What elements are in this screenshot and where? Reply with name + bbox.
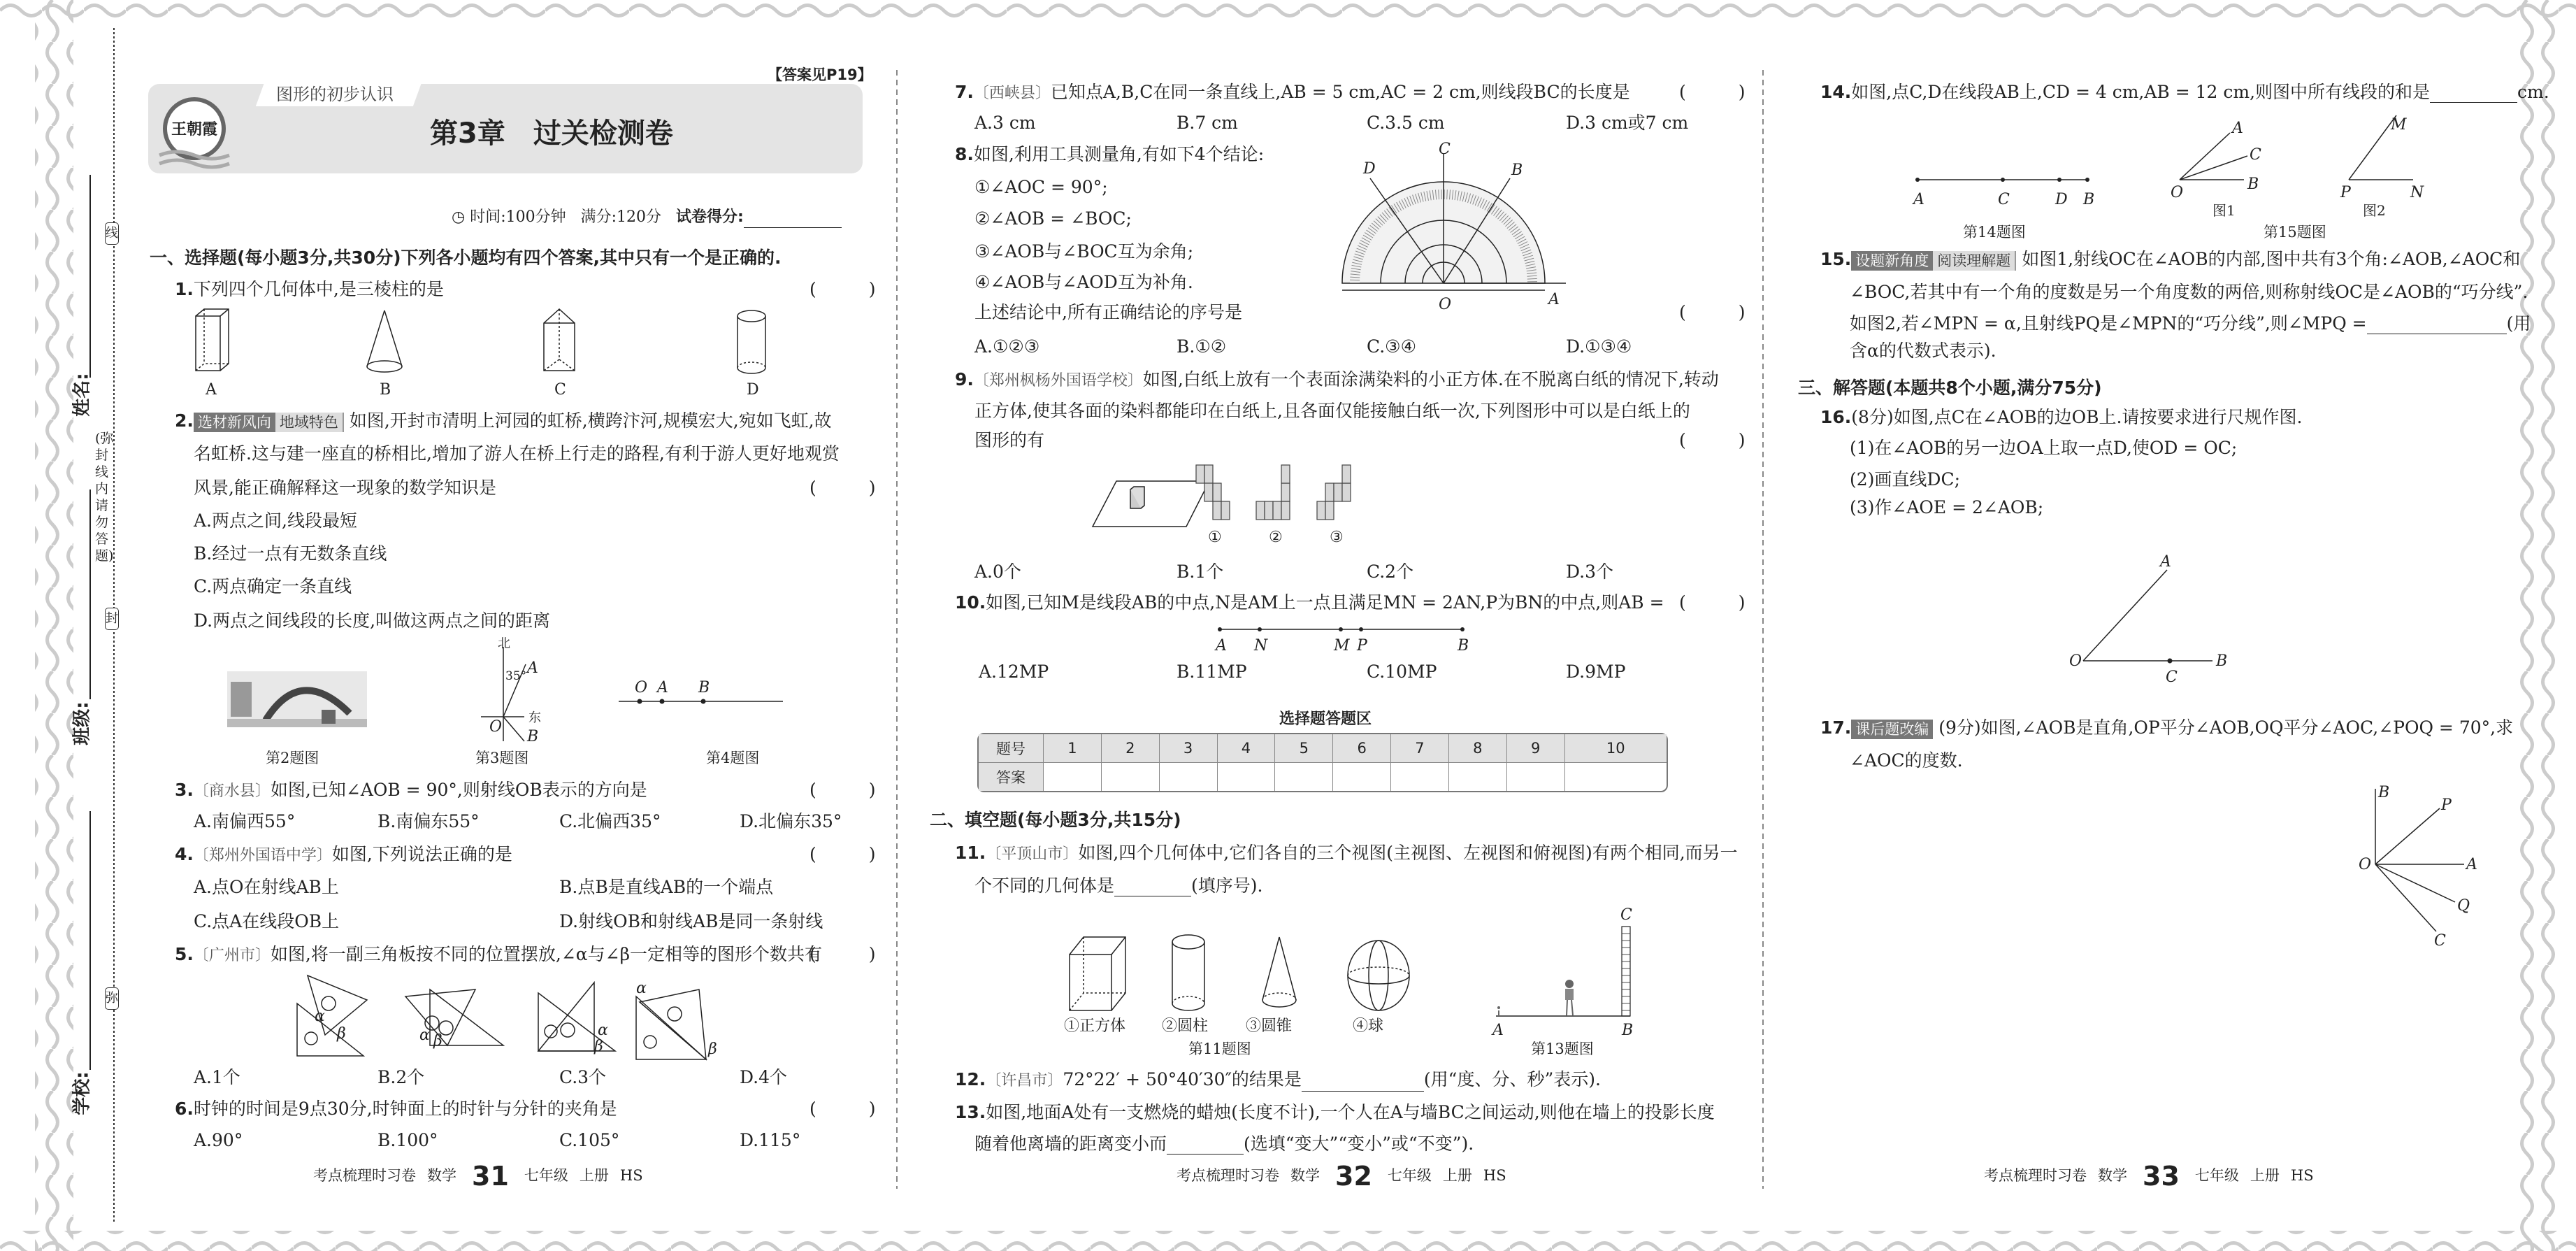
tag-badge: 阅读理解题 bbox=[1933, 251, 2016, 271]
north-label: 北 bbox=[498, 636, 510, 651]
point-label: A bbox=[527, 659, 538, 677]
option-a[interactable]: A.12MP bbox=[979, 662, 1049, 682]
chapter-subtitle: 图形的初步认识 bbox=[276, 85, 394, 104]
point-label: O bbox=[489, 718, 503, 736]
option-a[interactable]: A.90° bbox=[194, 1130, 243, 1150]
answer-table-title: 选择题答题区 bbox=[1279, 710, 1372, 728]
option-b[interactable]: B.100° bbox=[377, 1130, 438, 1150]
question-number: 5 bbox=[1275, 734, 1333, 763]
answer-cell[interactable] bbox=[1275, 763, 1333, 791]
option-c[interactable]: C.③④ bbox=[1367, 336, 1417, 357]
beta-label: β bbox=[433, 1032, 442, 1050]
score-label: 试卷得分: bbox=[675, 208, 744, 226]
answer-reference: 【答案见P19】 bbox=[768, 66, 872, 83]
option-b[interactable]: B.11MP bbox=[1177, 662, 1247, 682]
option-a[interactable]: A.南偏西55° bbox=[194, 811, 296, 831]
row-header: 题号 bbox=[979, 734, 1044, 763]
tag-badge: 课后题改编 bbox=[1851, 720, 1933, 739]
clock-icon: ◷ bbox=[452, 208, 466, 226]
segment-ab-figure bbox=[1209, 619, 1489, 654]
question-10: 10.如图,已知M是线段AB的中点,N是AM上一点且满足MN = 2AN,P为BN的中点,则AB = bbox=[955, 592, 1664, 613]
answer-paren-3[interactable]: ( ) bbox=[810, 780, 876, 800]
angle-35-label: 35° bbox=[505, 669, 527, 683]
point-label: B bbox=[527, 728, 539, 745]
option-b[interactable]: B.1个 bbox=[1177, 562, 1224, 582]
point-label: A bbox=[2466, 856, 2477, 873]
option-c[interactable]: C.3个 bbox=[559, 1067, 607, 1087]
question-2-line: 风景,能正确解释这一现象的数学知识是 bbox=[194, 478, 496, 498]
option-d[interactable]: D.射线OB和射线AB是同一条射线 bbox=[559, 911, 823, 931]
option-c[interactable]: C.点A在线段OB上 bbox=[194, 911, 340, 931]
question-9: 9.〔郑州枫杨外国语学校〕如图,白纸上放有一个表面涂满染料的小正方体.在不脱离白纸的情况下,转动 bbox=[955, 369, 1719, 389]
tag-badge: 设题新角度 bbox=[1851, 251, 1933, 271]
point-label: N bbox=[1254, 637, 1268, 655]
option-a[interactable]: A.1个 bbox=[194, 1067, 240, 1087]
figure-caption: 第15题图 bbox=[2264, 224, 2326, 241]
protractor-figure bbox=[1328, 141, 1580, 315]
option-b[interactable]: B.南偏东55° bbox=[377, 811, 480, 831]
subfigure-label: 图1 bbox=[2212, 202, 2236, 219]
full-score: 满分:120分 bbox=[580, 208, 661, 226]
option-b[interactable]: B.7 cm bbox=[1177, 113, 1238, 133]
point-label: B bbox=[2378, 784, 2390, 801]
answer-paren-8[interactable]: ( ) bbox=[1679, 302, 1746, 322]
point-label: O bbox=[2171, 184, 2184, 201]
tag-badge: 地域特色 bbox=[275, 413, 344, 432]
question-15-line: ∠BOC,若其中有一个角的度数是另一个角度数的两倍,则称射线OC是∠AOB的“巧分线”. bbox=[1850, 282, 2528, 302]
point-label: O bbox=[2069, 652, 2082, 670]
q11-solids-figure bbox=[1063, 934, 1426, 1017]
answer-paren-4[interactable]: ( ) bbox=[810, 844, 876, 864]
question-8: 8.如图,利用工具测量角,有如下4个结论: bbox=[955, 144, 1265, 164]
question-1: 1.下列四个几何体中,是三棱柱的是 bbox=[175, 279, 444, 299]
task-3: (3)作∠AOE = 2∠AOB; bbox=[1850, 497, 2044, 517]
answer-paren-9[interactable]: ( ) bbox=[1679, 430, 1746, 450]
beta-label: β bbox=[708, 1041, 717, 1058]
question-3: 3.〔商水县〕如图,已知∠AOB = 90°,则射线OB表示的方向是 bbox=[175, 780, 647, 800]
answer-cell[interactable] bbox=[1565, 763, 1667, 791]
question-15-line: 含α的代数式表示). bbox=[1850, 341, 1996, 361]
q1-label-c: C bbox=[554, 381, 566, 399]
question-17: 17. 课后题改编 (9分)如图,∠AOB是直角,OP平分∠AOB,OQ平分∠AOC,∠POQ = 70°,求 bbox=[1820, 717, 2514, 738]
table-row bbox=[979, 734, 1667, 763]
option-d[interactable]: D.①③④ bbox=[1566, 336, 1632, 357]
question-number: 1 bbox=[1044, 734, 1102, 763]
question-12: 12.〔许昌市〕72°22′ + 50°40′30″的结果是 (用“度、分、秒”表示). bbox=[955, 1069, 1601, 1092]
answer-blank-15[interactable] bbox=[2367, 317, 2507, 334]
point-label: Q bbox=[2457, 897, 2470, 915]
angle-aob-figure bbox=[2055, 545, 2237, 685]
point-label: A bbox=[1913, 191, 1924, 208]
answer-cell[interactable] bbox=[1507, 763, 1565, 791]
answer-blank-13[interactable] bbox=[1167, 1137, 1244, 1155]
answer-blank-11[interactable] bbox=[1114, 879, 1191, 896]
east-label: 东 bbox=[528, 710, 541, 725]
question-number: 7 bbox=[1391, 734, 1449, 763]
option-b[interactable]: B.点B是直线AB的一个端点 bbox=[559, 877, 774, 897]
point-label: B bbox=[2247, 176, 2259, 193]
person-icon bbox=[1565, 980, 1574, 1015]
point-label: D bbox=[2055, 191, 2068, 208]
subfigure-label: 图2 bbox=[2363, 202, 2386, 219]
solid-label-4: ④球 bbox=[1353, 1017, 1384, 1035]
option-a[interactable]: A.0个 bbox=[974, 562, 1021, 582]
q1-label-a: A bbox=[206, 381, 217, 399]
option-d[interactable]: D.3 cm或7 cm bbox=[1566, 113, 1689, 133]
point-label: C bbox=[1998, 191, 2010, 208]
option-a[interactable]: A.3 cm bbox=[974, 113, 1036, 133]
q5-set-squares-figure bbox=[287, 975, 734, 1059]
option-d[interactable]: D.北偏东35° bbox=[740, 811, 842, 831]
point-label: A bbox=[1548, 291, 1560, 308]
question-11: 11.〔平顶山市〕如图,四个几何体中,它们各自的三个视图(主视图、左视图和俯视图)有两个相同,而另一 bbox=[955, 843, 1738, 863]
answer-cell[interactable] bbox=[1102, 763, 1160, 791]
option-c[interactable]: C.两点确定一条直线 bbox=[194, 576, 352, 596]
answer-cell[interactable] bbox=[1218, 763, 1276, 791]
point-label: P bbox=[1357, 637, 1367, 655]
alpha-label: α bbox=[636, 980, 647, 997]
figure-caption: 第3题图 bbox=[475, 750, 529, 766]
tag-badge: 选材新风向 bbox=[194, 413, 275, 432]
option-d[interactable]: D.两点之间线段的长度,叫做这两点之间的距离 bbox=[194, 610, 551, 631]
point-label: C bbox=[1439, 141, 1451, 158]
point-label: B bbox=[2083, 191, 2095, 208]
option-c[interactable]: C.105° bbox=[559, 1130, 620, 1150]
point-label: O bbox=[2359, 856, 2372, 873]
net-label-3: ③ bbox=[1330, 529, 1344, 546]
seal-mark-line: 线 bbox=[105, 222, 119, 245]
q1-label-b: B bbox=[380, 381, 391, 399]
option-c[interactable]: C.2个 bbox=[1367, 562, 1414, 582]
option-a[interactable]: A.点O在射线AB上 bbox=[194, 877, 339, 897]
figure-caption: 第2题图 bbox=[266, 750, 319, 766]
question-number: 3 bbox=[1160, 734, 1218, 763]
question-15-line: 如图2,若∠MPN = α,且射线PQ是∠MPN的“巧分线”,则∠MPQ = (用 bbox=[1850, 313, 2531, 334]
exam-meta bbox=[452, 207, 842, 228]
answer-paren-2[interactable]: ( ) bbox=[810, 478, 876, 498]
task-1: (1)在∠AOB的另一边OA上取一点D,使OD = OC; bbox=[1850, 438, 2238, 458]
question-number: 9 bbox=[1507, 734, 1565, 763]
point-label: A bbox=[2160, 553, 2171, 571]
option-b[interactable]: B.①② bbox=[1177, 336, 1227, 357]
point-label: C bbox=[1620, 906, 1632, 924]
cube-net-labels bbox=[1049, 458, 1608, 563]
alpha-label: α bbox=[315, 1008, 325, 1025]
question-11-line: 个不同的几何体是 (填序号). bbox=[974, 875, 1263, 896]
score-blank[interactable] bbox=[744, 210, 842, 228]
page-footer-33: 考点梳理时习卷 数学 33 七年级 上册 HS bbox=[1984, 1161, 2314, 1192]
time-limit: 时间:100分钟 bbox=[470, 208, 566, 226]
answer-cell[interactable] bbox=[1160, 763, 1218, 791]
net-label-1: ① bbox=[1208, 529, 1222, 546]
school-field-label: 学校: bbox=[71, 1071, 93, 1115]
beta-label: β bbox=[594, 1038, 603, 1055]
seal-mark-seal: 封 bbox=[105, 608, 119, 630]
question-13: 13.如图,地面A处有一支燃烧的蜡烛(长度不计),一个人在A与墙BC之间运动,则他在墙上的投影长度 bbox=[955, 1102, 1715, 1122]
alpha-label: α bbox=[419, 1027, 430, 1044]
option-c[interactable]: C.北偏西35° bbox=[559, 811, 661, 831]
section-2-heading: 二、填空题(每小题3分,共15分) bbox=[930, 810, 1181, 830]
point-label: B bbox=[1622, 1022, 1634, 1039]
section-3-heading: 三、解答题(本题共8个小题,满分75分) bbox=[1798, 378, 2102, 398]
publisher-logo bbox=[159, 85, 229, 171]
option-c[interactable]: C.10MP bbox=[1367, 662, 1437, 682]
point-label: A bbox=[2232, 120, 2243, 137]
question-number: 8 bbox=[1449, 734, 1507, 763]
question-9-line: 图形的有 bbox=[974, 430, 1045, 450]
figure-caption: 第14题图 bbox=[1963, 224, 2026, 241]
solid-label-3: ③圆锥 bbox=[1246, 1017, 1293, 1035]
figure-caption: 第11题图 bbox=[1188, 1041, 1251, 1057]
answer-paren-10[interactable]: ( ) bbox=[1679, 592, 1746, 613]
figure-caption: 第4题图 bbox=[706, 750, 760, 766]
question-14: 14.如图,点C,D在线段AB上,CD = 4 cm,AB = 12 cm,则图中所有线段的和是 cm. bbox=[1820, 82, 2549, 102]
row-header: 答案 bbox=[979, 763, 1044, 791]
question-13-line: 随着他离墙的距离变小而 (选填“变大”“变小”或“不变”). bbox=[974, 1134, 1474, 1154]
class-field-label: 班级: bbox=[71, 701, 93, 745]
solid-label-2: ②圆柱 bbox=[1162, 1017, 1209, 1035]
answer-cell[interactable] bbox=[1333, 763, 1391, 791]
page-footer-32: 考点梳理时习卷 数学 32 七年级 上册 HS bbox=[1177, 1161, 1506, 1192]
point-label: A bbox=[1216, 637, 1227, 655]
question-7: 7.〔西峡县〕已知点A,B,C在同一条直线上,AB = 5 cm,AC = 2 cm,则线段BC的长度是 bbox=[955, 82, 1630, 102]
figures-row-2-4 bbox=[224, 636, 867, 745]
question-number: 2 bbox=[1102, 734, 1160, 763]
question-5: 5.〔广州市〕如图,将一副三角板按不同的位置摆放,∠α与∠β一定相等的图形个数共有 bbox=[175, 944, 823, 964]
question-15: 15. 设题新角度 阅读理解题 如图1,射线OC在∠AOB的内部,图中共有3个角:∠AOB,∠AOC和 bbox=[1820, 249, 2521, 269]
answer-cell[interactable] bbox=[1044, 763, 1102, 791]
angle-bisector-figure bbox=[2349, 776, 2489, 951]
alpha-label: α bbox=[598, 1022, 608, 1039]
bridge-photo bbox=[227, 671, 367, 727]
point-label: D bbox=[1363, 160, 1376, 178]
answer-blank-12[interactable] bbox=[1302, 1074, 1424, 1092]
answer-table bbox=[977, 733, 1668, 792]
point-label: M bbox=[1334, 637, 1350, 655]
answer-cell[interactable] bbox=[1391, 763, 1449, 791]
conclusion-2: ②∠AOB = ∠BOC; bbox=[974, 208, 1132, 229]
answer-paren-7[interactable]: ( ) bbox=[1679, 82, 1746, 102]
point-label: B bbox=[698, 679, 710, 696]
question-4: 4.〔郑州外国语中学〕如图,下列说法正确的是 bbox=[175, 844, 512, 864]
page-footer-31: 考点梳理时习卷 数学 31 七年级 上册 HS bbox=[313, 1161, 643, 1192]
page-title: 第3章 过关检测卷 bbox=[430, 117, 673, 150]
option-d[interactable]: D.115° bbox=[740, 1130, 801, 1150]
question-16: 16.(8分)如图,点C在∠AOB的边OB上.请按要求进行尺规作图. bbox=[1820, 407, 2303, 427]
figures-14-15 bbox=[1887, 112, 2424, 219]
conclusion-1: ①∠AOC = 90°; bbox=[974, 177, 1108, 197]
point-label: N bbox=[2410, 184, 2424, 201]
task-2: (2)画直线DC; bbox=[1850, 469, 1961, 489]
section-1-heading: 一、选择题(每小题3分,共30分)下列各小题均有四个答案,其中只有一个是正确的. bbox=[150, 248, 782, 268]
option-b[interactable]: B.经过一点有无数条直线 bbox=[194, 543, 387, 564]
point-label: C bbox=[2250, 146, 2261, 164]
option-d[interactable]: D.4个 bbox=[740, 1067, 788, 1087]
point-label: O bbox=[1439, 296, 1452, 313]
seal-notice: (弥封线内请勿答题) bbox=[95, 431, 114, 564]
conclusion-4: ④∠AOB与∠AOD互为补角. bbox=[974, 272, 1193, 292]
question-2: 2. 选材新风向 地域特色 如图,开封市清明上河园的虹桥,横跨汴河,规模宏大,宛如飞虹,故 bbox=[175, 410, 832, 431]
logo-text: 王朝霞 bbox=[171, 120, 218, 138]
candle-wall-figure bbox=[1482, 902, 1643, 1042]
question-9-line: 正方体,使其各面的染料都能印在白纸上,且各面仅能接触白纸一次,下列图形中可以是白纸上的 bbox=[974, 401, 1690, 421]
net-label-2: ② bbox=[1269, 529, 1283, 546]
table-row bbox=[979, 763, 1667, 791]
question-number: 10 bbox=[1565, 734, 1667, 763]
beta-label: β bbox=[337, 1025, 346, 1043]
option-c[interactable]: C.3.5 cm bbox=[1367, 113, 1445, 133]
point-label: A bbox=[1492, 1022, 1504, 1039]
answer-cell[interactable] bbox=[1449, 763, 1507, 791]
point-label: C bbox=[2166, 669, 2178, 686]
question-6: 6.时钟的时间是9点30分,时钟面上的时针与分针的夹角是 bbox=[175, 1099, 617, 1119]
point-label: P bbox=[2441, 796, 2452, 814]
answer-blank-14[interactable] bbox=[2430, 85, 2517, 103]
question-number: 4 bbox=[1218, 734, 1276, 763]
option-b[interactable]: B.2个 bbox=[377, 1067, 425, 1087]
option-d[interactable]: D.3个 bbox=[1566, 562, 1614, 582]
answer-paren-5[interactable]: ( ) bbox=[810, 944, 876, 964]
point-label: B bbox=[1511, 162, 1523, 179]
option-a[interactable]: A.①②③ bbox=[974, 336, 1040, 357]
question-2-line: 名虹桥.这与建一座直的桥相比,增加了游人在桥上行走的路程,有利于游人更好地观赏 bbox=[194, 443, 840, 464]
point-label: A bbox=[657, 679, 668, 696]
question-17-line: ∠AOC的度数. bbox=[1850, 750, 1963, 771]
seal-mark-mi: 弥 bbox=[105, 987, 119, 1010]
question-number: 6 bbox=[1333, 734, 1391, 763]
name-field-label: 姓名: bbox=[71, 373, 93, 417]
point-label: B bbox=[2216, 652, 2228, 670]
q1-solids-figure bbox=[182, 308, 797, 399]
point-label: C bbox=[2434, 932, 2446, 950]
point-label: M bbox=[2391, 116, 2407, 134]
figure-caption: 第13题图 bbox=[1531, 1041, 1594, 1057]
candle-icon bbox=[1497, 1006, 1500, 1016]
conclusion-3: ③∠AOB与∠BOC互为余角; bbox=[974, 241, 1194, 262]
option-a[interactable]: A.两点之间,线段最短 bbox=[194, 510, 357, 531]
point-label: B bbox=[1458, 637, 1469, 655]
answer-paren-1[interactable]: ( ) bbox=[810, 279, 876, 299]
question-8-ask: 上述结论中,所有正确结论的序号是 bbox=[974, 302, 1242, 322]
q1-label-d: D bbox=[747, 381, 759, 399]
point-label: O bbox=[635, 679, 648, 696]
answer-paren-6[interactable]: ( ) bbox=[810, 1099, 876, 1119]
option-d[interactable]: D.9MP bbox=[1566, 662, 1626, 682]
point-label: P bbox=[2340, 184, 2351, 201]
solid-label-1: ①正方体 bbox=[1064, 1017, 1126, 1035]
